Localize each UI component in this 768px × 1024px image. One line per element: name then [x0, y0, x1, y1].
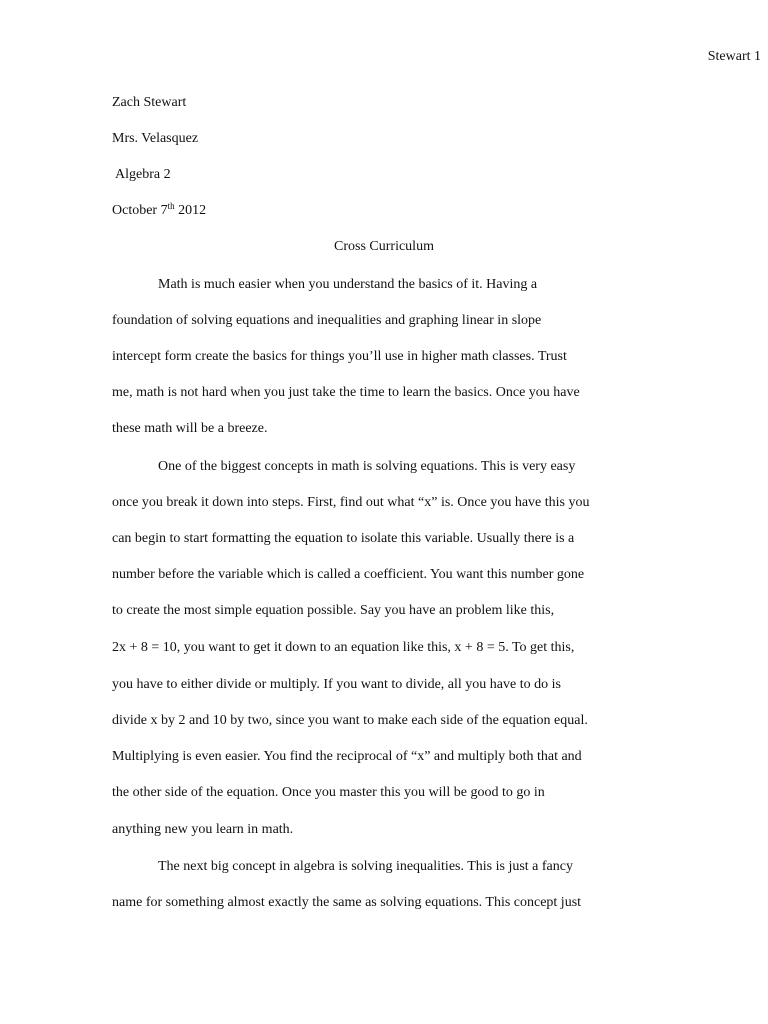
- body-line: foundation of solving equations and inequalities and graphing linear in slope: [112, 313, 542, 328]
- body-line: intercept form create the basics for things you’ll use in higher math classes. Trust: [112, 349, 567, 364]
- essay-title: Cross Curriculum: [334, 239, 434, 254]
- student-name: Zach Stewart: [112, 95, 187, 110]
- body-line: One of the biggest concepts in math is solving equations. This is very easy: [158, 459, 576, 474]
- body-line: to create the most simple equation possible. Say you have an problem like this,: [112, 603, 555, 618]
- body-line: number before the variable which is called a coefficient. You want this number gone: [112, 567, 585, 582]
- date-line: [112, 202, 206, 220]
- body-line: divide x by 2 and 10 by two, since you want to make each side of the equation equal.: [112, 713, 588, 728]
- body-line: name for something almost exactly the same as solving equations. This concept just: [112, 895, 582, 910]
- body-line: Math is much easier when you understand the basics of it. Having a: [158, 277, 538, 292]
- body-line: these math will be a breeze.: [112, 421, 268, 436]
- body-line: you have to either divide or multiply. If you want to divide, all you have to do is: [112, 677, 561, 692]
- date-year: 2012: [178, 203, 207, 218]
- body-line: 2x + 8 = 10, you want to get it down to an equation like this, x + 8 = 5. To get this,: [112, 640, 575, 655]
- body-line: The next big concept in algebra is solving inequalities. This is just a fancy: [158, 859, 573, 874]
- date-suffix: th: [167, 201, 175, 211]
- body-line: Multiplying is even easier. You find the reciprocal of “x” and multiply both that and: [112, 749, 582, 764]
- body-line: can begin to start formatting the equation to isolate this variable. Usually there is a: [112, 531, 575, 546]
- date-month-day: October 7: [112, 203, 168, 218]
- body-line: anything new you learn in math.: [112, 822, 294, 837]
- course-name: Algebra 2: [115, 167, 171, 182]
- body-line: the other side of the equation. Once you master this you will be good to go in: [112, 785, 545, 800]
- body-line: once you break it down into steps. First, find out what “x” is. Once you have this you: [112, 495, 590, 510]
- teacher-name: Mrs. Velasquez: [112, 131, 199, 146]
- running-head: Stewart 1: [707, 49, 761, 64]
- body-line: me, math is not hard when you just take the time to learn the basics. Once you have: [112, 385, 580, 400]
